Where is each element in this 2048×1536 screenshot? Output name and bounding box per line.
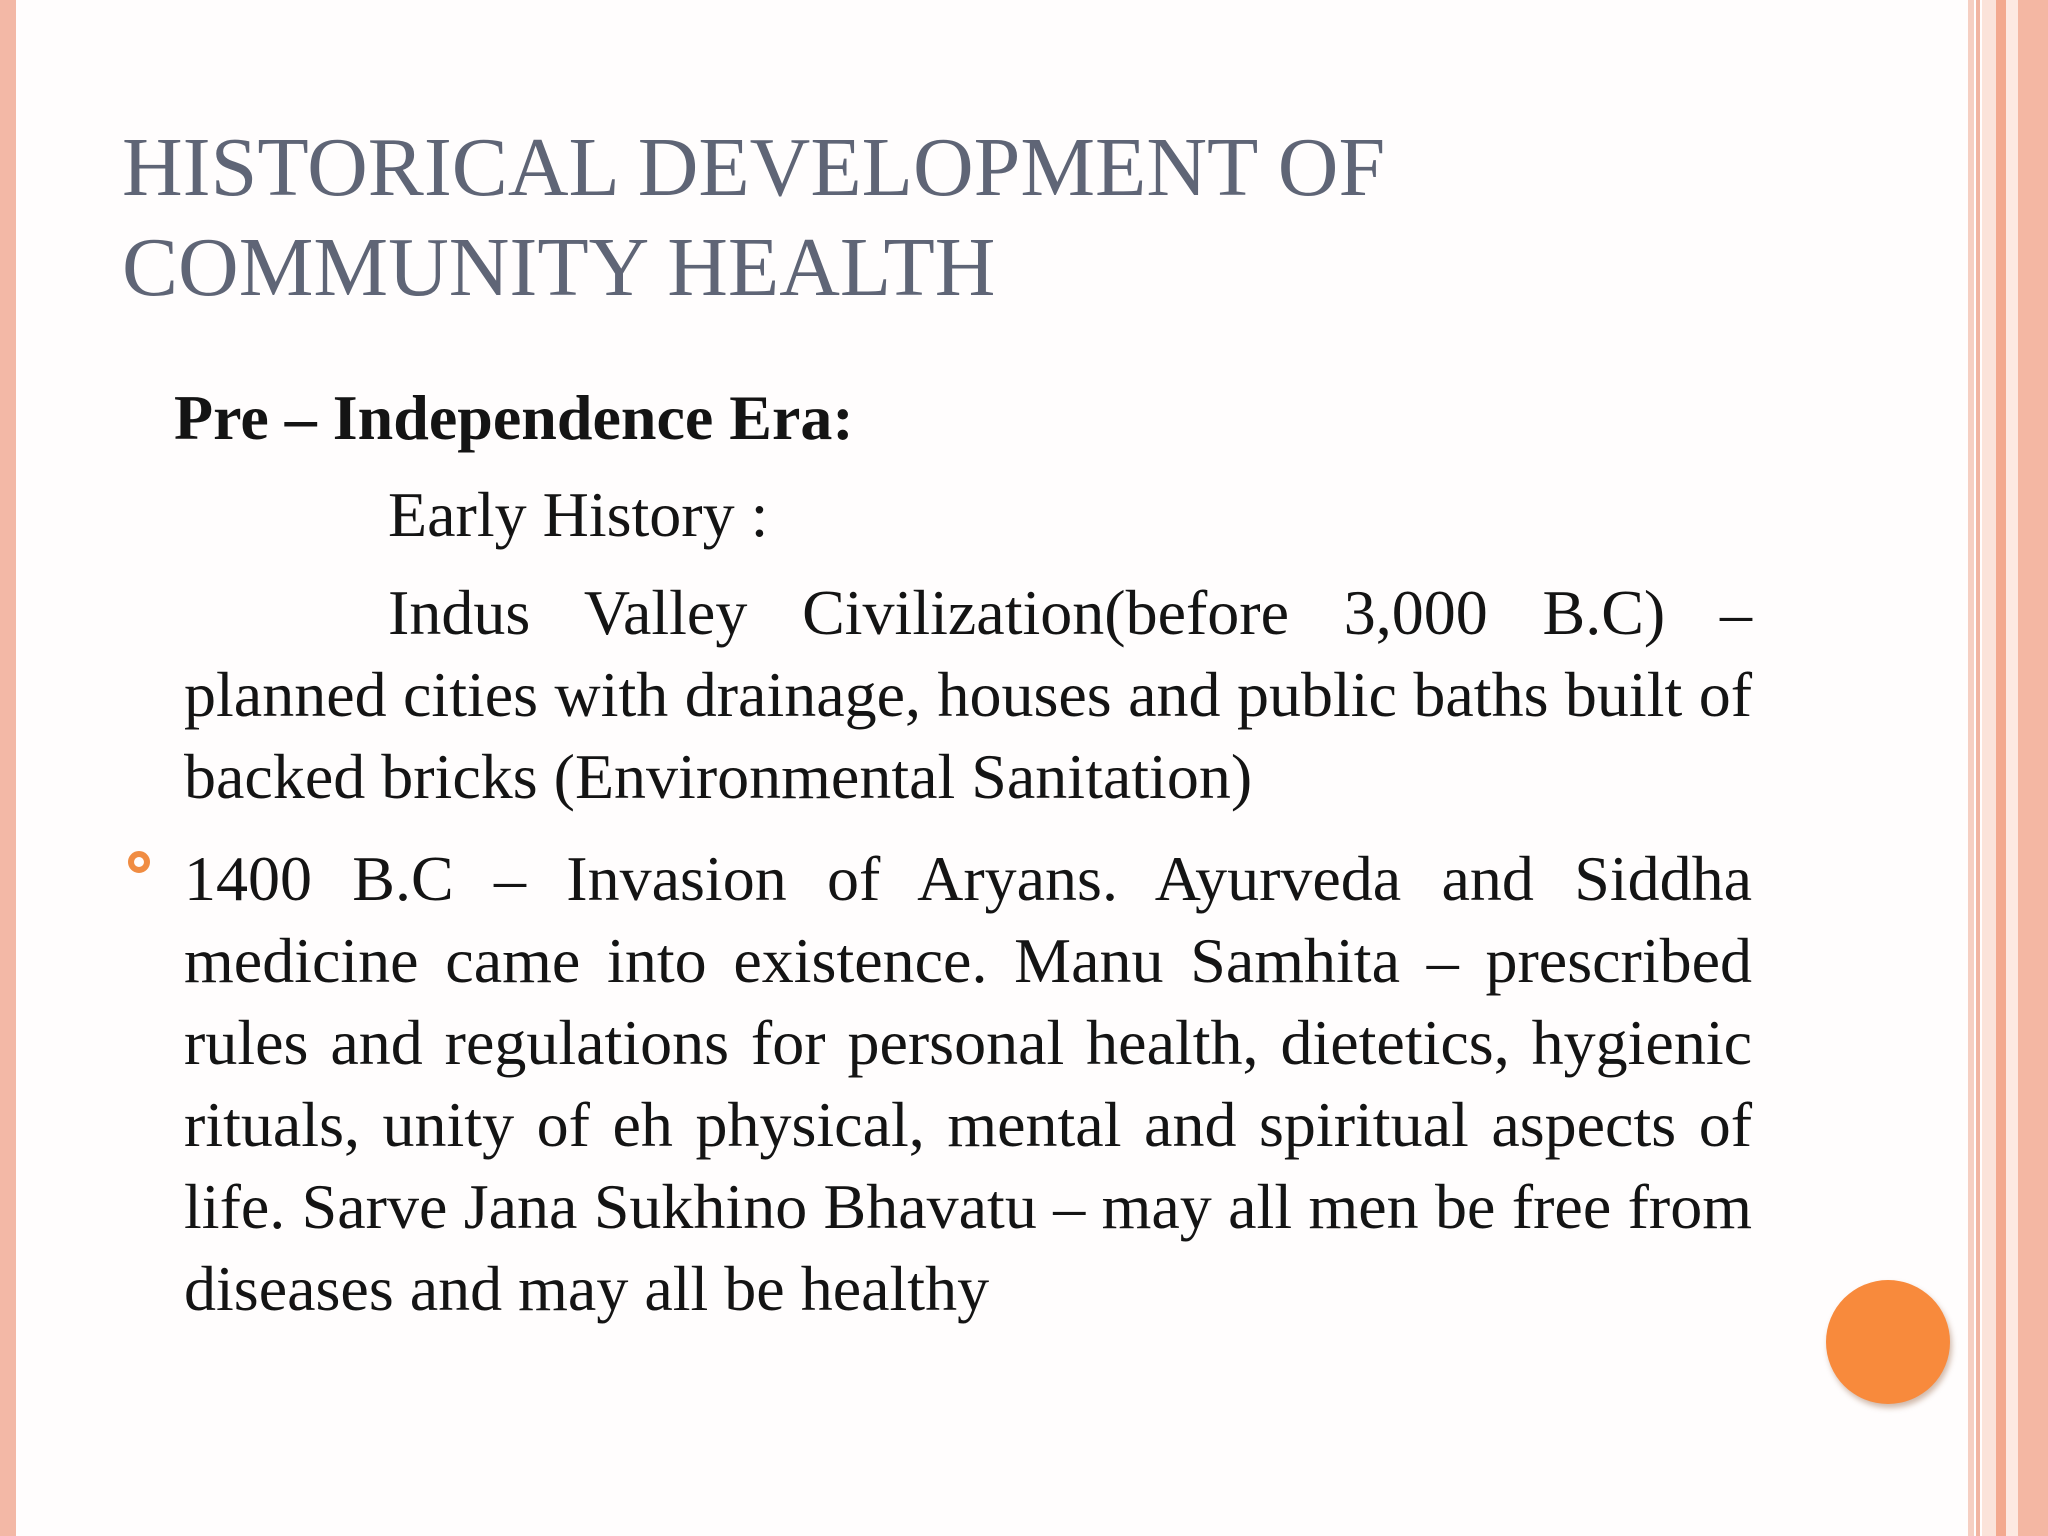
left-border-stripe <box>0 0 16 1536</box>
right-border-stripes <box>1968 0 2048 1536</box>
section-heading: Pre – Independence Era: <box>174 382 854 453</box>
subheading: Early History : <box>388 479 769 550</box>
bullet-ring-icon <box>128 851 150 873</box>
bullet-text: 1400 B.C – Invasion of Aryans. Ayurveda and Siddha medicine came into existence. Manu Samhita – prescribed rules and regulations for personal health, dietetics, hygienic rituals, unity of eh physical, mental and spiritual aspects of life. Sarve Jana Sukhino Bhavatu – may all men be free from diseases and may all be healthy <box>184 843 1752 1324</box>
paragraph-indus-valley: Indus Valley Civilization(before 3,000 B.C) – planned cities with drainage, houses and public baths built of backed bricks (Environmental Sanitation) <box>184 577 1752 812</box>
orange-circle-icon <box>1826 1280 1950 1404</box>
slide-title: HISTORICAL DEVELOPMENT OF COMMUNITY HEALTH <box>122 121 1386 314</box>
